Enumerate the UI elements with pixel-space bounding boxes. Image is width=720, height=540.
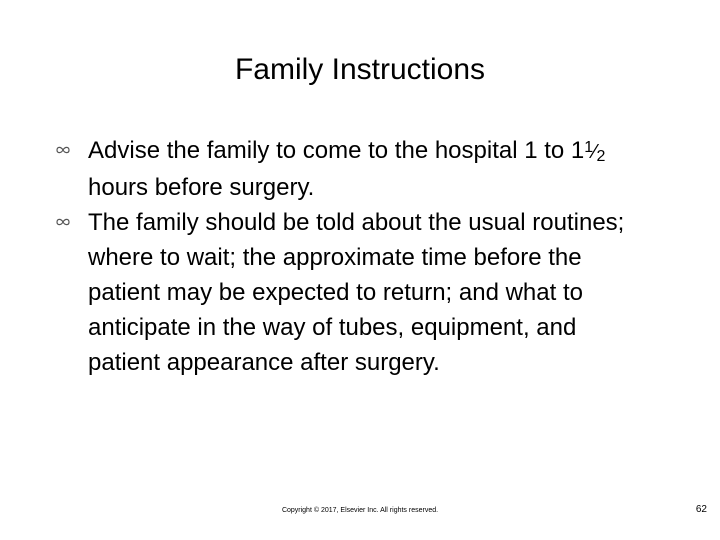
slide-title: Family Instructions xyxy=(234,53,486,86)
bullet-text: The family should be told about the usual routines; where to wait; the approximate time before the patient may be expected to return; and what to anticipate in the way of tubes, equipment, and patient appearance after surgery. xyxy=(88,209,625,376)
infinity-icon xyxy=(50,141,76,159)
bullet-text-post: hours before surgery. xyxy=(88,174,315,201)
bullet-text-pre: Advise the family to come to the hospital 1 to 1 xyxy=(88,137,585,164)
bullet-list xyxy=(50,133,650,380)
page-number: 62 xyxy=(695,504,707,515)
fraction-numerator: 1 xyxy=(584,139,594,156)
fraction: $^1⁄_2$ xyxy=(584,139,606,165)
bullet-item xyxy=(50,205,650,380)
copyright-footer: Copyright © 2017, Elsevier Inc. All rights reserved. xyxy=(281,507,439,514)
infinity-icon xyxy=(50,213,76,231)
bullet-item xyxy=(50,133,650,205)
fraction-denominator: 2 xyxy=(596,148,606,165)
